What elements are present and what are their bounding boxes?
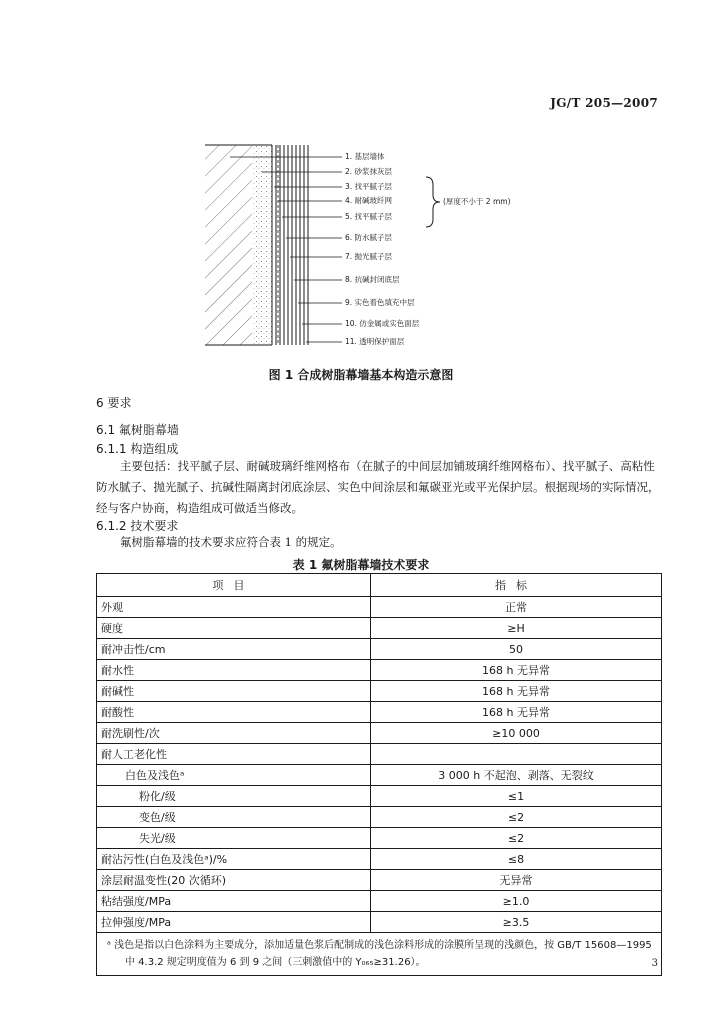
table-footnote: ᵃ 浅色是指以白色涂料为主要成分，添加适量色浆后配制成的浅色涂料形成的涂膜所呈现的浅颜色，按 GB/T 15608—1995 中 4.3.2 规定明度值为 6 到 9 之间（三刺激值中的 Y₀₆₅≥31.26）。 — [97, 933, 662, 976]
cell-value — [371, 744, 662, 765]
cell-value: ≤8 — [371, 849, 662, 870]
cell-value: ≥1.0 — [371, 891, 662, 912]
cell-value: 168 h 无异常 — [371, 702, 662, 723]
cell-value: 168 h 无异常 — [371, 681, 662, 702]
cell-value: ≥H — [371, 618, 662, 639]
layer-label: 2. 砂浆抹灰层 — [345, 167, 393, 176]
footnote-row — [97, 933, 662, 976]
layer-label: 7. 抛光腻子层 — [345, 252, 393, 261]
cell-value: ≥10 000 — [371, 723, 662, 744]
wall-hatch — [205, 145, 252, 345]
requirement-paragraph: 氟树脂幕墙的技术要求应符合表 1 的规定。 — [120, 535, 342, 549]
table-row — [97, 744, 662, 765]
table-row — [97, 660, 662, 681]
table-row — [97, 786, 662, 807]
brace-note: (厚度不小于 2 mm) — [443, 197, 511, 206]
brace — [426, 177, 440, 227]
cell-item: 耐水性 — [97, 660, 371, 681]
layer-label: 9. 实色着色填充中层 — [345, 298, 415, 307]
layer-label: 5. 找平腻子层 — [345, 212, 393, 221]
table-row — [97, 681, 662, 702]
construction-paragraph: 主要包括：找平腻子层、耐碱玻璃纤维网格布（在腻子的中间层加铺玻璃纤维网格布）、找平腻子、高粘性防水腻子、抛光腻子、抗碱性隔离封闭底涂层、实色中间涂层和氟碳亚光或平光保护层。根据现场的实际情况，经与客户协商，构造组成可做适当修改。 — [96, 459, 660, 515]
cell-value: ≤1 — [371, 786, 662, 807]
page-number: 3 — [651, 958, 658, 969]
table-row — [97, 723, 662, 744]
cell-value: 正常 — [371, 597, 662, 618]
layer-label: 8. 抗碱封闭底层 — [345, 275, 400, 284]
section-6-title: 6 要求 — [96, 396, 132, 410]
cell-item: 耐酸性 — [97, 702, 371, 723]
column-header-item: 项目 — [97, 574, 371, 597]
cell-value: 50 — [371, 639, 662, 660]
mortar-dots — [252, 145, 272, 345]
cell-item: 外观 — [97, 597, 371, 618]
section-6-1-1-title: 6.1.1 构造组成 — [96, 442, 179, 456]
cell-item: 粉化/级 — [97, 786, 371, 807]
cell-value: ≥3.5 — [371, 912, 662, 933]
table-header-row — [97, 574, 662, 597]
table-row — [97, 618, 662, 639]
table-caption: 表 1 氟树脂幕墙技术要求 — [292, 558, 430, 572]
table-row — [97, 849, 662, 870]
cell-item: 变色/级 — [97, 807, 371, 828]
table-row — [97, 702, 662, 723]
table-row — [97, 870, 662, 891]
layer-label: 10. 仿金属或实色面层 — [345, 319, 420, 328]
table-row — [97, 597, 662, 618]
cell-value: 无异常 — [371, 870, 662, 891]
layer-label: 1. 基层墙体 — [345, 152, 385, 161]
table-row — [97, 891, 662, 912]
layer-label: 3. 找平腻子层 — [345, 182, 393, 191]
layer-label: 4. 耐碱玻纤网 — [345, 196, 393, 205]
cell-value: 3 000 h 不起泡、剥落、无裂纹 — [371, 765, 662, 786]
cell-item: 拉伸强度/MPa — [97, 912, 371, 933]
cell-value: ≤2 — [371, 807, 662, 828]
layer-label: 11. 透明保护面层 — [345, 337, 405, 346]
cell-item: 耐人工老化性 — [97, 744, 371, 765]
table-row — [97, 828, 662, 849]
table-row — [97, 639, 662, 660]
cell-item: 耐碱性 — [97, 681, 371, 702]
section-6-1-2-title: 6.1.2 技术要求 — [96, 519, 179, 533]
cell-value: ≤2 — [371, 828, 662, 849]
requirements-table — [96, 573, 662, 976]
cell-item: 白色及浅色ᵃ — [97, 765, 371, 786]
cell-item: 耐冲击性/cm — [97, 639, 371, 660]
layer-label: 6. 防水腻子层 — [345, 233, 393, 242]
table-row — [97, 807, 662, 828]
standard-code: JG/T 205—2007 — [550, 96, 658, 110]
cell-value: 168 h 无异常 — [371, 660, 662, 681]
column-header-value: 指标 — [371, 574, 662, 597]
cell-item: 粘结强度/MPa — [97, 891, 371, 912]
cell-item: 失光/级 — [97, 828, 371, 849]
cell-item: 硬度 — [97, 618, 371, 639]
table-row — [97, 912, 662, 933]
cell-item: 涂层耐温变性(20 次循环) — [97, 870, 371, 891]
section-6-1-title: 6.1 氟树脂幕墙 — [96, 423, 179, 437]
cell-item: 耐洗刷性/次 — [97, 723, 371, 744]
figure-caption: 图 1 合成树脂幕墙基本构造示意图 — [268, 368, 454, 382]
table-row — [97, 765, 662, 786]
cell-item: 耐沾污性(白色及浅色ᵃ)/% — [97, 849, 371, 870]
